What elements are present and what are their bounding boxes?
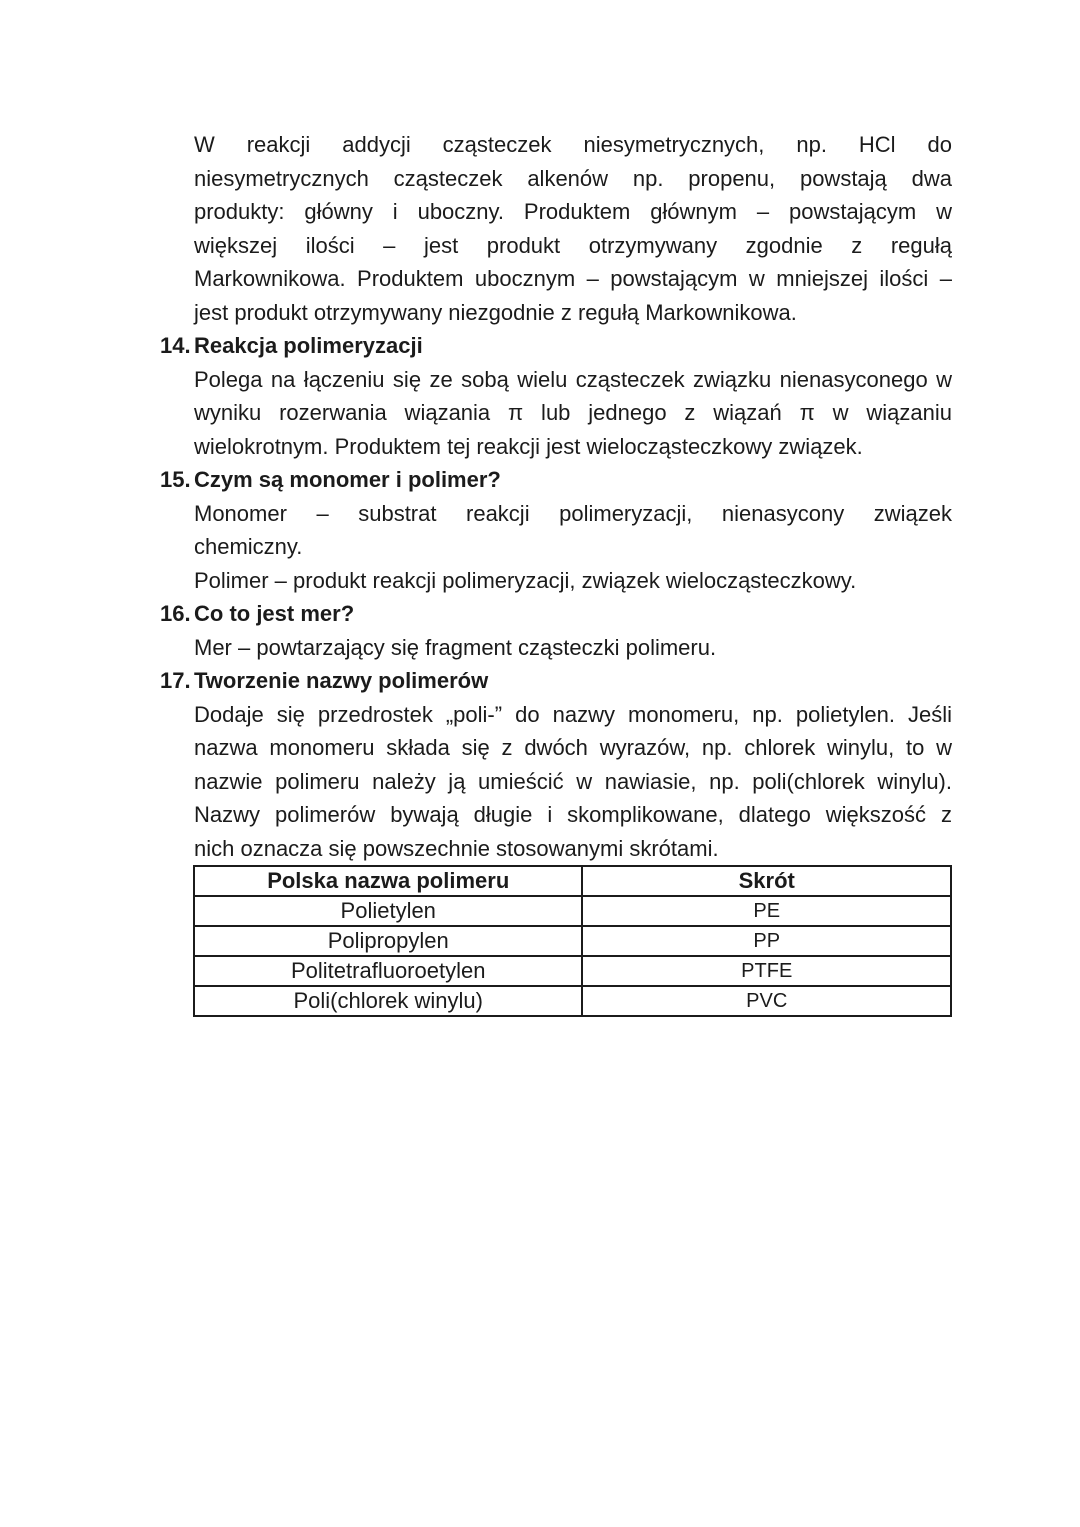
polymer-abbreviation-cell: PTFE	[582, 956, 951, 986]
paragraph-line: Polimer – produkt reakcji polimeryzacji, związek wielocząsteczkowy.	[194, 567, 857, 593]
section-17-paragraph	[194, 698, 952, 866]
paragraph-line: Polega na łączeniu się ze sobą wielu cząsteczek związku nienasyconego w	[194, 366, 952, 392]
table-row	[194, 896, 951, 926]
polymer-name-cell: Polipropylen	[194, 926, 582, 956]
section-14-heading	[160, 329, 952, 363]
paragraph-line: nich oznacza się powszechnie stosowanymi skrótami.	[194, 835, 719, 861]
intro-line: większej ilości – jest produkt otrzymywany zgodnie z regułą	[194, 232, 952, 258]
section-number: 14.	[160, 333, 191, 358]
section-17-heading	[160, 664, 952, 698]
paragraph-line: Monomer – substrat reakcji polimeryzacji, nienasycony związek	[194, 500, 952, 526]
paragraph-line: wyniku rozerwania wiązania π lub jednego z wiązań π w wiązaniu	[194, 400, 952, 425]
paragraph-line: wielokrotnym. Produktem tej reakcji jest wielocząsteczkowy związek.	[194, 433, 863, 459]
paragraph-line: nazwie polimeru należy ją umieścić w nawiasie, np. poli(chlorek winylu).	[194, 768, 952, 794]
section-title: Reakcja polimeryzacji	[194, 333, 423, 358]
document-content	[160, 128, 952, 865]
column-header-name: Polska nazwa polimeru	[194, 866, 582, 896]
paragraph-line: Dodaje się przedrostek „poli-” do nazwy monomeru, np. polietylen. Jeśli	[194, 701, 952, 727]
polymer-abbreviation-cell: PE	[582, 896, 951, 926]
table-row	[194, 986, 951, 1016]
section-16-heading	[160, 597, 952, 631]
polymer-abbreviation-table	[193, 865, 952, 1017]
polymer-abbreviation-cell: PVC	[582, 986, 951, 1016]
intro-line: niesymetrycznych cząsteczek alkenów np. propenu, powstają dwa	[194, 165, 952, 191]
polymer-name-cell: Polietylen	[194, 896, 582, 926]
section-number: 16.	[160, 601, 191, 626]
section-14-paragraph	[194, 363, 952, 464]
section-title: Co to jest mer?	[194, 601, 355, 626]
table-row	[194, 956, 951, 986]
section-15-heading	[160, 463, 952, 497]
section-16-paragraph	[194, 631, 952, 665]
table-row	[194, 926, 951, 956]
intro-line: jest produkt otrzymywany niezgodnie z regułą Markownikowa.	[194, 299, 797, 325]
paragraph-line: Nazwy polimerów bywają długie i skomplikowane, dlatego większość z	[194, 802, 952, 827]
intro-line: produkty: główny i uboczny. Produktem głównym – powstającym w	[194, 199, 952, 224]
section-title: Czym są monomer i polimer?	[194, 467, 501, 492]
section-title: Tworzenie nazwy polimerów	[194, 668, 489, 693]
intro-paragraph	[194, 128, 952, 329]
polymer-name-cell: Politetrafluoroetylen	[194, 956, 582, 986]
section-number: 15.	[160, 467, 191, 492]
paragraph-line: chemiczny.	[194, 534, 303, 559]
section-number: 17.	[160, 668, 191, 693]
intro-line: Markownikowa. Produktem ubocznym – powstającym w mniejszej ilości –	[194, 266, 952, 291]
section-15-paragraph	[194, 497, 952, 598]
intro-line: W reakcji addycji cząsteczek niesymetrycznych, np. HCl do	[194, 132, 952, 157]
polymer-abbreviation-cell: PP	[582, 926, 951, 956]
polymer-name-cell: Poli(chlorek winylu)	[194, 986, 582, 1016]
paragraph-line: nazwa monomeru składa się z dwóch wyrazów, np. chlorek winylu, to w	[194, 735, 952, 760]
column-header-abbreviation: Skrót	[582, 866, 951, 896]
table-header-row	[194, 866, 951, 896]
paragraph-line: Mer – powtarzający się fragment cząsteczki polimeru.	[194, 634, 717, 660]
